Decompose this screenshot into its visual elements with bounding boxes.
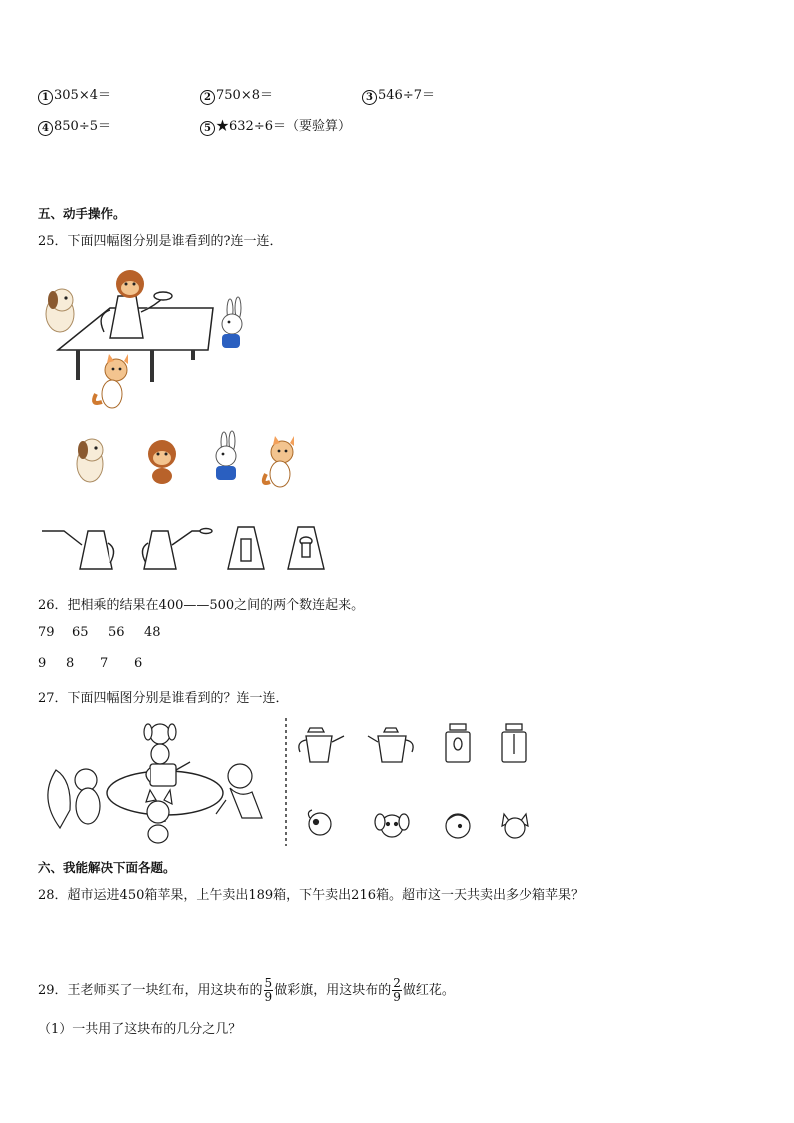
monkey-icon bbox=[116, 270, 144, 298]
kettle-view-front bbox=[228, 527, 264, 569]
squirrel-face-icon bbox=[308, 810, 331, 835]
puppy-face-icon bbox=[375, 814, 409, 837]
number-cell: 79 bbox=[38, 625, 55, 640]
problem-number: 1 bbox=[38, 90, 53, 105]
rabbit-icon bbox=[222, 297, 242, 348]
problem-1 bbox=[38, 84, 111, 105]
problem-expression: 850÷5＝ bbox=[54, 119, 111, 134]
problem-number: 3 bbox=[362, 90, 377, 105]
teapot-view-1 bbox=[299, 728, 344, 762]
squirrel-icon bbox=[48, 769, 100, 828]
fraction-denominator: 9 bbox=[393, 990, 401, 1004]
dog-icon bbox=[46, 289, 74, 332]
problem-number: 2 bbox=[200, 90, 215, 105]
number-row-2 bbox=[38, 656, 168, 671]
q27-options bbox=[284, 718, 544, 848]
kettle-view-side-left bbox=[42, 531, 114, 569]
fraction-denominator: 9 bbox=[264, 990, 273, 1004]
number-cell: 56 bbox=[108, 625, 125, 640]
problem-4 bbox=[38, 115, 111, 136]
problem-2 bbox=[200, 84, 273, 105]
teapot-view-2 bbox=[368, 728, 413, 762]
fraction-2-9 bbox=[392, 977, 402, 1004]
number-cell: 65 bbox=[72, 625, 89, 640]
question-28: 28．超市运进450箱苹果，上午卖出189箱，下午卖出216箱。超市这一天共卖出多少箱苹果？ bbox=[38, 888, 584, 903]
question-29 bbox=[38, 972, 455, 1010]
problem-number: 4 bbox=[38, 121, 53, 136]
rabbit-icon bbox=[216, 431, 236, 480]
monkey-icon bbox=[148, 440, 176, 484]
fraction-numerator: 5 bbox=[264, 976, 273, 990]
teapot-view-3 bbox=[446, 724, 470, 762]
q27-scene-illustration bbox=[40, 718, 280, 848]
kettle-view-back bbox=[288, 527, 324, 569]
problem-expression: ★632÷6＝（要验算） bbox=[216, 119, 351, 134]
problem-expression: 546÷7＝ bbox=[378, 88, 435, 103]
q25-animal-row bbox=[70, 432, 310, 492]
question-25: 25．下面四幅图分别是谁看到的?连一连． bbox=[38, 234, 283, 249]
section-heading: 五、动手操作。 bbox=[38, 206, 126, 221]
number-row-1 bbox=[38, 625, 180, 640]
puppy-icon bbox=[144, 724, 176, 764]
q29-middle: 做彩旗，用这块布的 bbox=[274, 983, 392, 998]
fox-face-icon bbox=[502, 814, 528, 838]
number-cell: 48 bbox=[144, 625, 161, 640]
problem-5 bbox=[200, 115, 351, 136]
q25-scene-illustration bbox=[38, 262, 278, 417]
dog-icon bbox=[77, 439, 103, 482]
child-face-icon bbox=[446, 814, 470, 838]
question-27: 27．下面四幅图分别是谁看到的？连一连． bbox=[38, 691, 289, 706]
problem-expression: 305×4＝ bbox=[54, 88, 111, 103]
fraction-5-9 bbox=[264, 977, 274, 1004]
question-26: 26．把相乘的结果在400——500之间的两个数连起来。 bbox=[38, 598, 365, 613]
q29-suffix: 做红花。 bbox=[402, 983, 455, 998]
number-cell: 6 bbox=[134, 656, 143, 671]
number-cell: 8 bbox=[66, 656, 75, 671]
problem-expression: 750×8＝ bbox=[216, 88, 273, 103]
number-cell: 7 bbox=[100, 656, 109, 671]
question-29-part-1: （1）一共用了这块布的几分之几？ bbox=[38, 1022, 242, 1037]
section-heading: 六、我能解决下面各题。 bbox=[38, 860, 176, 875]
problem-3 bbox=[362, 84, 435, 105]
q25-kettle-views bbox=[42, 525, 332, 575]
q29-prefix: 29．王老师买了一块红布，用这块布的 bbox=[38, 983, 263, 998]
kettle-view-side-right bbox=[142, 529, 212, 570]
problem-number: 5 bbox=[200, 121, 215, 136]
cat-icon bbox=[94, 354, 128, 408]
fraction-numerator: 2 bbox=[393, 976, 401, 990]
cat-icon bbox=[264, 436, 294, 487]
teapot-view-4 bbox=[502, 724, 526, 762]
number-cell: 9 bbox=[38, 656, 47, 671]
